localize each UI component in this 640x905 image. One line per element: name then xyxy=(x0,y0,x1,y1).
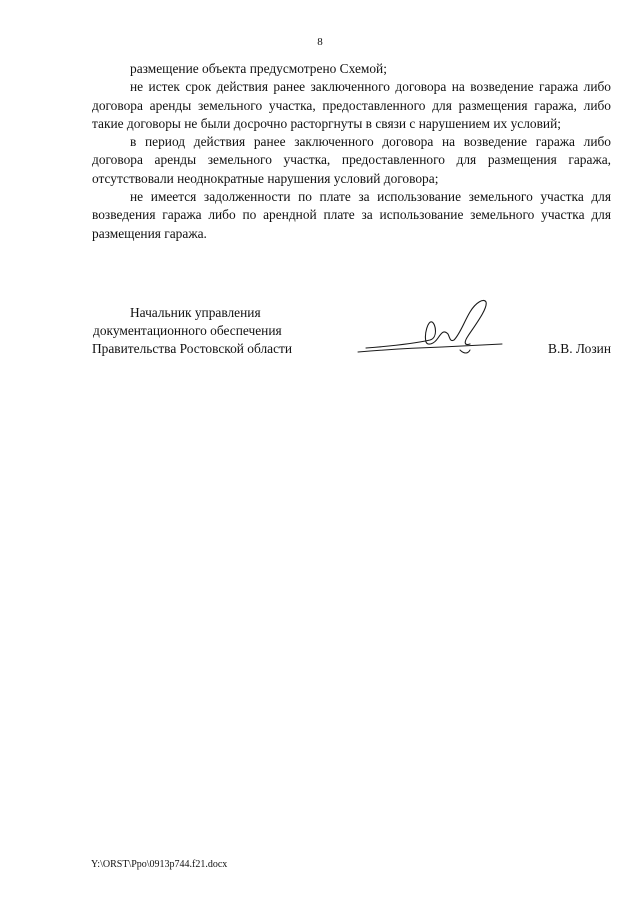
signature-stroke-flourish xyxy=(366,300,486,348)
signer-position-line-3: Правительства Ростовской области xyxy=(92,341,293,356)
signature-stroke-main xyxy=(358,344,502,352)
page-number: 8 xyxy=(317,36,323,48)
signer-position-line-2: документационного обеспечения xyxy=(93,323,282,338)
document-file-path: Y:\ORST\Ppo\0913p744.f21.docx xyxy=(91,859,228,870)
signer-name: В.В. Лозин xyxy=(548,341,611,356)
signer-position-line-1: Начальник управления xyxy=(130,305,261,320)
paragraph-4: не имеется задолженности по плате за использование земельного участка для возведения гаража либо по арендной плате за использование земельного участка для размещения гаража. xyxy=(92,189,611,241)
handwritten-signature xyxy=(352,294,512,364)
signature-block xyxy=(92,304,611,384)
body-text xyxy=(92,60,611,243)
paragraph-2: не истек срок действия ранее заключенного договора на возведение гаража либо договора аренды земельного участка, предоставленного для размещения гаража, либо такие договоры не были досрочно расторгнуты в связи с нарушением их условий; xyxy=(92,79,611,131)
signature-stroke-hook xyxy=(460,350,470,353)
paragraph-3: в период действия ранее заключенного договора на возведение гаража либо договора аренды земельного участка, предоставленного для размещения гаража, отсутствовали неоднократные нарушения условий договора; xyxy=(92,134,611,186)
paragraph-1: размещение объекта предусмотрено Схемой; xyxy=(130,61,387,76)
